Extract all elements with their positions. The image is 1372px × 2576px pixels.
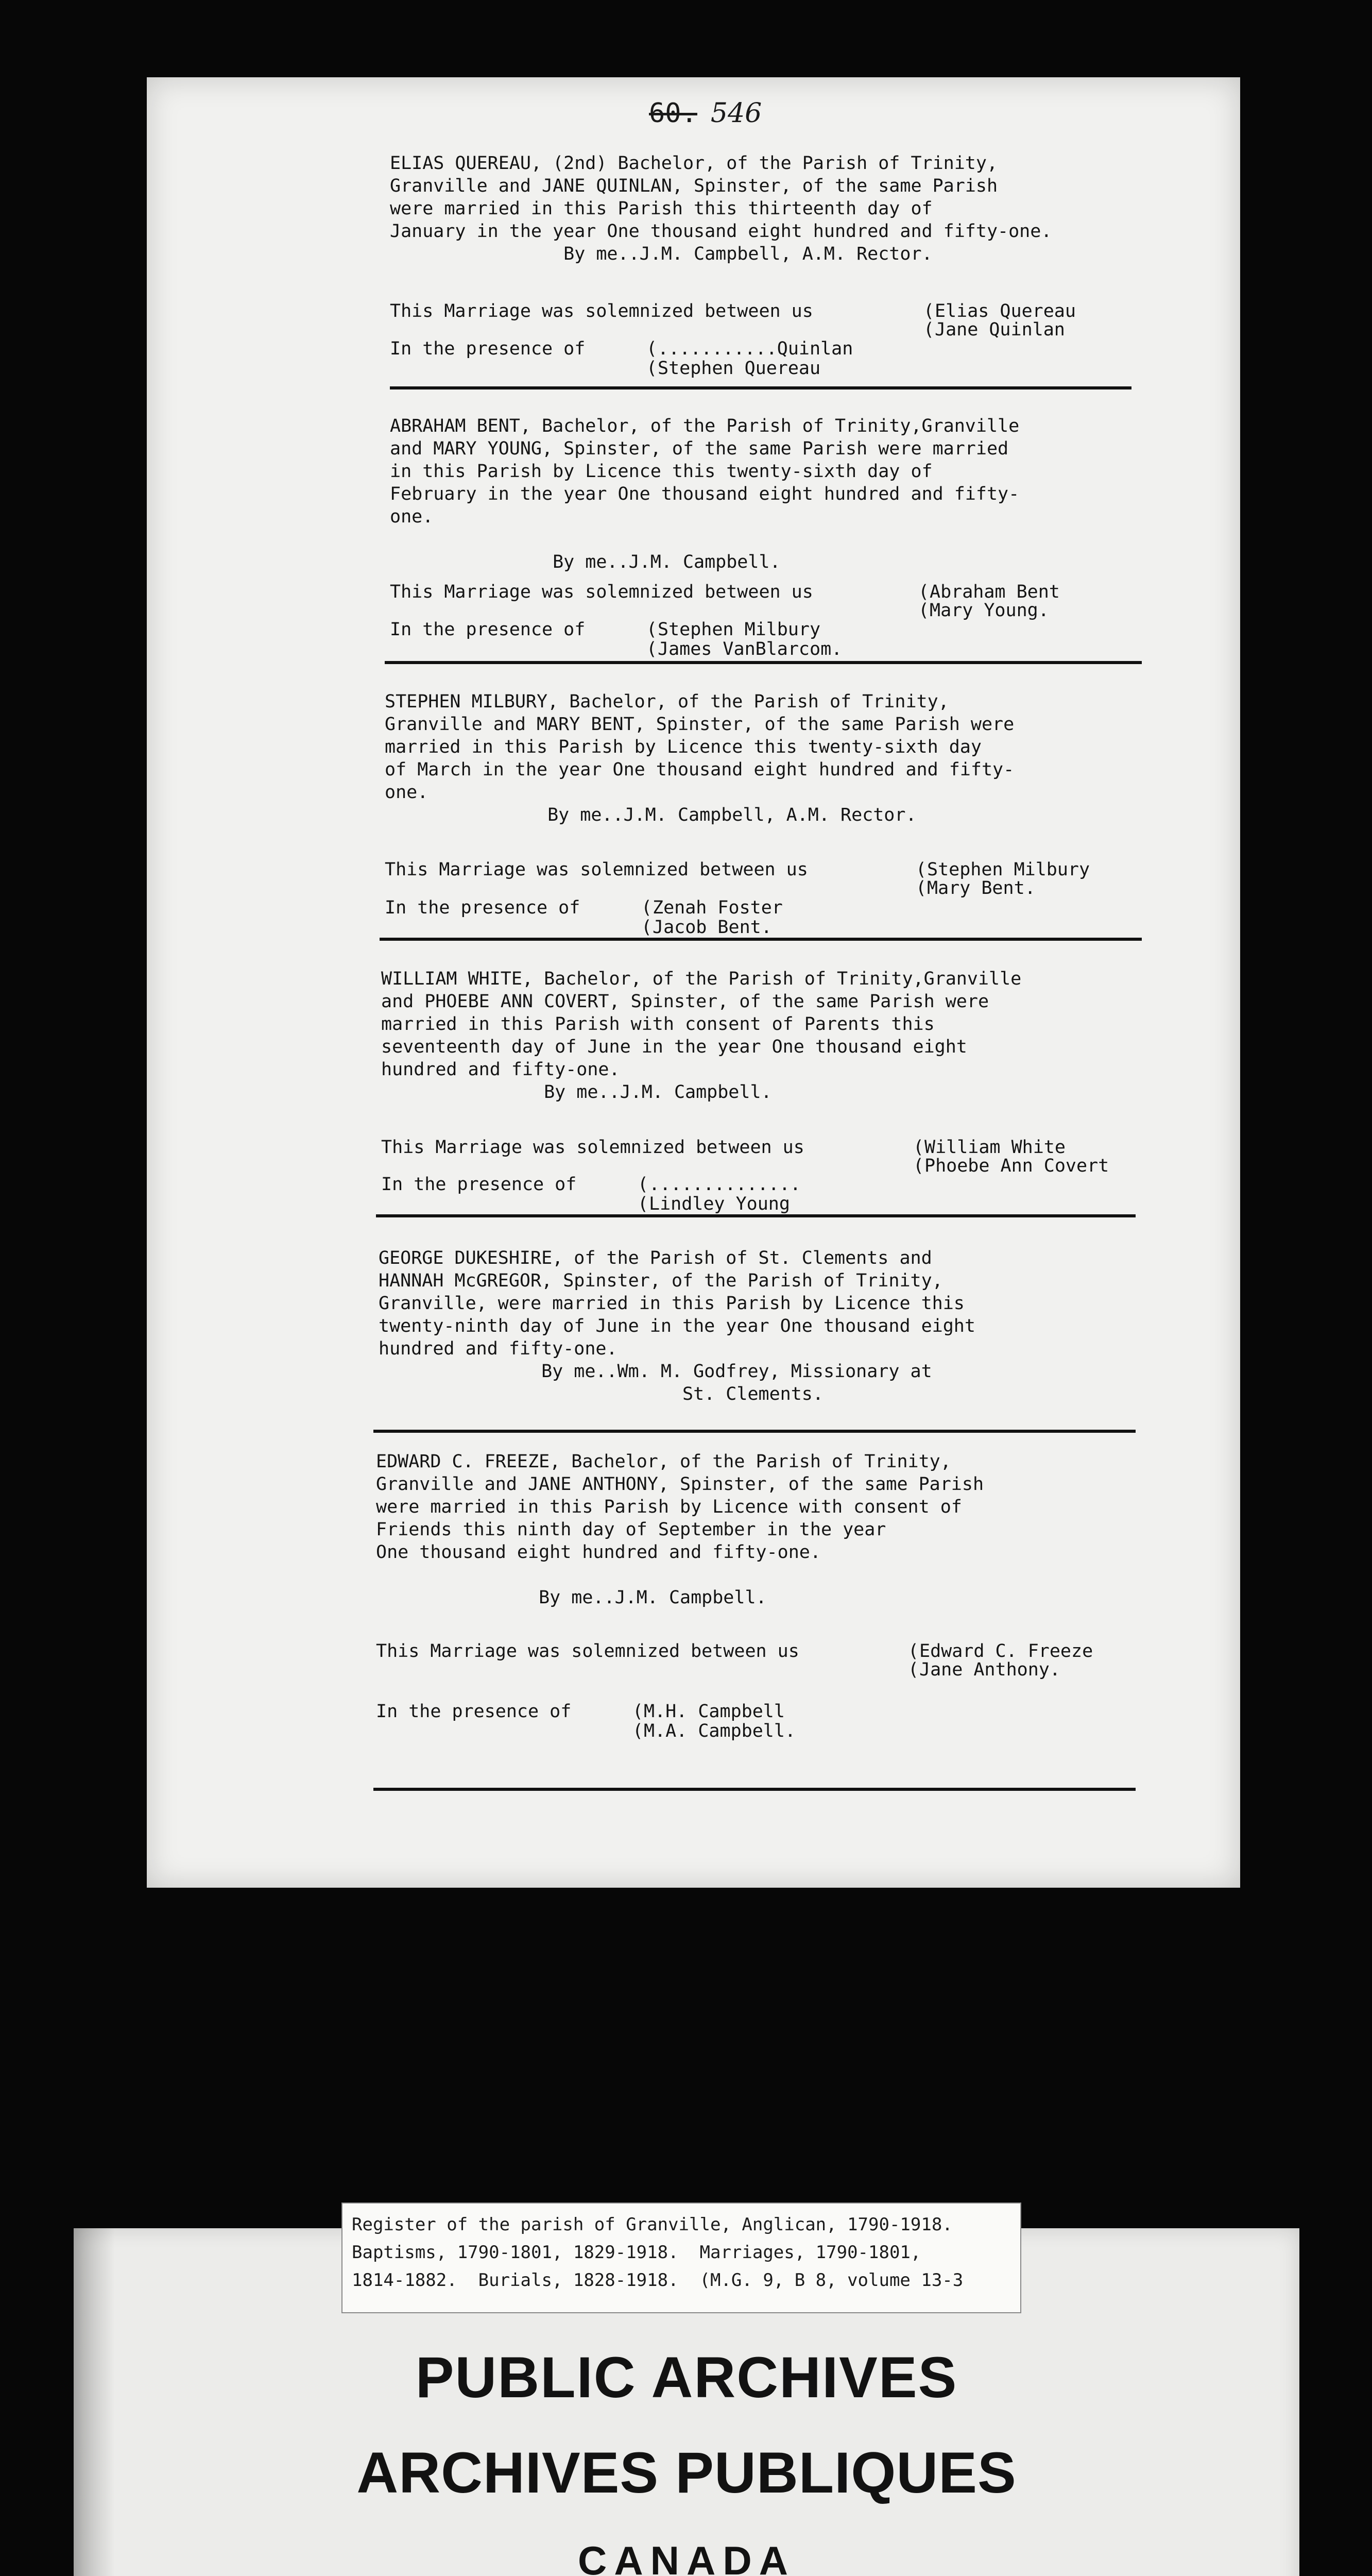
party-name: Mary Bent. (927, 878, 1036, 899)
solemnized-statement: This Marriage was solemnized between us (385, 859, 808, 880)
entry-text-line: and MARY YOUNG, Spinster, of the same Parish were married (390, 438, 1009, 459)
bracket: ( (646, 358, 658, 379)
entry-text-line: February in the year One thousand eight hundred and fifty- (390, 484, 1020, 504)
entry-text-line: STEPHEN MILBURY, Bachelor, of the Parish of Trinity, (385, 691, 949, 712)
entry-text-line: WILLIAM WHITE, Bachelor, of the Parish of Trinity,Granville (381, 969, 1022, 989)
witness-name: Stephen Milbury (658, 619, 821, 640)
bracket: ( (646, 619, 658, 640)
label-line: Register of the parish of Granville, Anglican, 1790-1918. (352, 2214, 953, 2235)
entry-divider (373, 1430, 1136, 1433)
party-name: Abraham Bent (930, 582, 1060, 602)
bracket: ( (908, 1641, 919, 1662)
bracket: ( (916, 878, 927, 899)
bracket: ( (923, 301, 935, 321)
entry-text-line: By me..J.M. Campbell. (390, 552, 781, 572)
entry-text-line: seventeenth day of June in the year One thousand eight (381, 1037, 967, 1057)
entry-text-line: By me..J.M. Campbell, A.M. Rector. (385, 805, 917, 825)
archives-publiques-title: ARCHIVES PUBLIQUES (356, 2441, 1017, 2505)
bracket: ( (908, 1659, 919, 1680)
entry-text-line: in this Parish by Licence this twenty-sixth day of (390, 461, 933, 482)
bracket: ( (918, 582, 930, 602)
bracket: ( (641, 897, 653, 918)
presence-label: In the presence of (385, 897, 580, 918)
entry-divider (390, 386, 1131, 389)
entry-text-line: HANNAH McGREGOR, Spinster, of the Parish of Trinity, (379, 1270, 943, 1291)
party-name: William White (924, 1137, 1066, 1158)
label-line: 1814-1882. Burials, 1828-1918. (M.G. 9, B 8, volume 13-3 (352, 2270, 964, 2291)
public-archives-title: PUBLIC ARCHIVES (415, 2345, 958, 2410)
presence-label: In the presence of (390, 338, 586, 359)
entry-text-line: St. Clements. (379, 1384, 824, 1404)
entry-text-line: By me..J.M. Campbell. (381, 1082, 772, 1103)
bracket: ( (646, 338, 658, 359)
entry-text-line: ELIAS QUEREAU, (2nd) Bachelor, of the Parish of Trinity, (390, 153, 998, 174)
party-name: Stephen Milbury (927, 859, 1090, 880)
entry-divider (385, 661, 1142, 664)
bracket: ( (913, 1137, 924, 1158)
witness-name: Stephen Quereau (658, 358, 821, 379)
entry-divider (373, 1788, 1136, 1791)
bracket: ( (632, 1721, 644, 1741)
bracket: ( (632, 1701, 644, 1722)
witness-name: James VanBlarcom. (658, 639, 843, 659)
solemnized-statement: This Marriage was solemnized between us (381, 1137, 804, 1158)
entry-text-line: Granville and MARY BENT, Spinster, of the same Parish were (385, 714, 1015, 735)
entry-text-line: were married in this Parish this thirteenth day of (390, 198, 933, 219)
register-page (147, 77, 1240, 1888)
bracket: ( (918, 600, 930, 621)
party-name: Elias Quereau (935, 301, 1076, 321)
label-line: Baptisms, 1790-1801, 1829-1918. Marriages, 1790-1801, (352, 2242, 921, 2263)
bracket: ( (913, 1156, 924, 1176)
page-number (649, 98, 762, 129)
party-name: Phoebe Ann Covert (924, 1156, 1109, 1176)
entry-text-line: were married in this Parish by Licence with consent of (376, 1497, 962, 1517)
entry-text-line: By me..J.M. Campbell, A.M. Rector. (390, 244, 933, 264)
archives-card (74, 2214, 1299, 2576)
party-name: Jane Quinlan (935, 319, 1065, 340)
entry-text-line: one. (390, 506, 434, 527)
entry-text-line: Granville and JANE QUINLAN, Spinster, of the same Parish (390, 176, 998, 196)
bracket: ( (638, 1194, 649, 1214)
entry-text-line: January in the year One thousand eight hundred and fifty-one. (390, 221, 1052, 242)
entry-text-line: By me..J.M. Campbell. (376, 1587, 767, 1608)
solemnized-statement: This Marriage was solemnized between us (390, 582, 813, 602)
bracket: ( (916, 859, 927, 880)
bracket: ( (641, 917, 653, 938)
entry-text-line: married in this Parish with consent of Parents this (381, 1014, 935, 1035)
party-name: Jane Anthony. (919, 1659, 1060, 1680)
entry-text-line: EDWARD C. FREEZE, Bachelor, of the Parish of Trinity, (376, 1451, 951, 1472)
entry-text-line: Granville, were married in this Parish by Licence this (379, 1293, 965, 1314)
presence-label: In the presence of (381, 1174, 577, 1195)
entry-text-line: Friends this ninth day of September in the year (376, 1519, 886, 1540)
entry-text-line: One thousand eight hundred and fifty-one. (376, 1542, 821, 1563)
bracket: ( (646, 639, 658, 659)
party-name: Edward C. Freeze (919, 1641, 1093, 1662)
presence-label: In the presence of (376, 1701, 572, 1722)
canada-title: CANADA (578, 2538, 795, 2576)
witness-name: .............. (649, 1174, 801, 1195)
witness-name: Lindley Young (649, 1194, 790, 1214)
entry-text-line: hundred and fifty-one. (381, 1059, 620, 1080)
entry-text-line: hundred and fifty-one. (379, 1338, 618, 1359)
witness-name: M.A. Campbell. (644, 1721, 796, 1741)
handwritten-page-number: 546 (710, 98, 762, 129)
witness-name: Zenah Foster (653, 897, 783, 918)
witness-name: Jacob Bent. (653, 917, 772, 938)
entry-text-line: ABRAHAM BENT, Bachelor, of the Parish of Trinity,Granville (390, 416, 1020, 436)
entry-divider (376, 1214, 1136, 1217)
presence-label: In the presence of (390, 619, 586, 640)
entry-text-line: and PHOEBE ANN COVERT, Spinster, of the same Parish were (381, 991, 989, 1012)
entry-text-line: Granville and JANE ANTHONY, Spinster, of the same Parish (376, 1474, 984, 1495)
entry-text-line: one. (385, 782, 428, 803)
collection-label (341, 2202, 1021, 2313)
entry-text-line: GEORGE DUKESHIRE, of the Parish of St. Clements and (379, 1248, 932, 1268)
entry-text-line: twenty-ninth day of June in the year One thousand eight (379, 1316, 975, 1336)
solemnized-statement: This Marriage was solemnized between us (390, 301, 813, 321)
entry-divider (380, 938, 1142, 941)
witness-name: ...........Quinlan (658, 338, 853, 359)
party-name: Mary Young. (930, 600, 1049, 621)
entry-text-line: married in this Parish by Licence this twenty-sixth day (385, 737, 982, 757)
bracket: ( (923, 319, 935, 340)
entry-text-line: of March in the year One thousand eight hundred and fifty- (385, 759, 1015, 780)
old-page-number: 60. (649, 98, 697, 129)
entry-text-line: By me..Wm. M. Godfrey, Missionary at (379, 1361, 932, 1382)
solemnized-statement: This Marriage was solemnized between us (376, 1641, 799, 1662)
bracket: ( (638, 1174, 649, 1195)
witness-name: M.H. Campbell (644, 1701, 785, 1722)
